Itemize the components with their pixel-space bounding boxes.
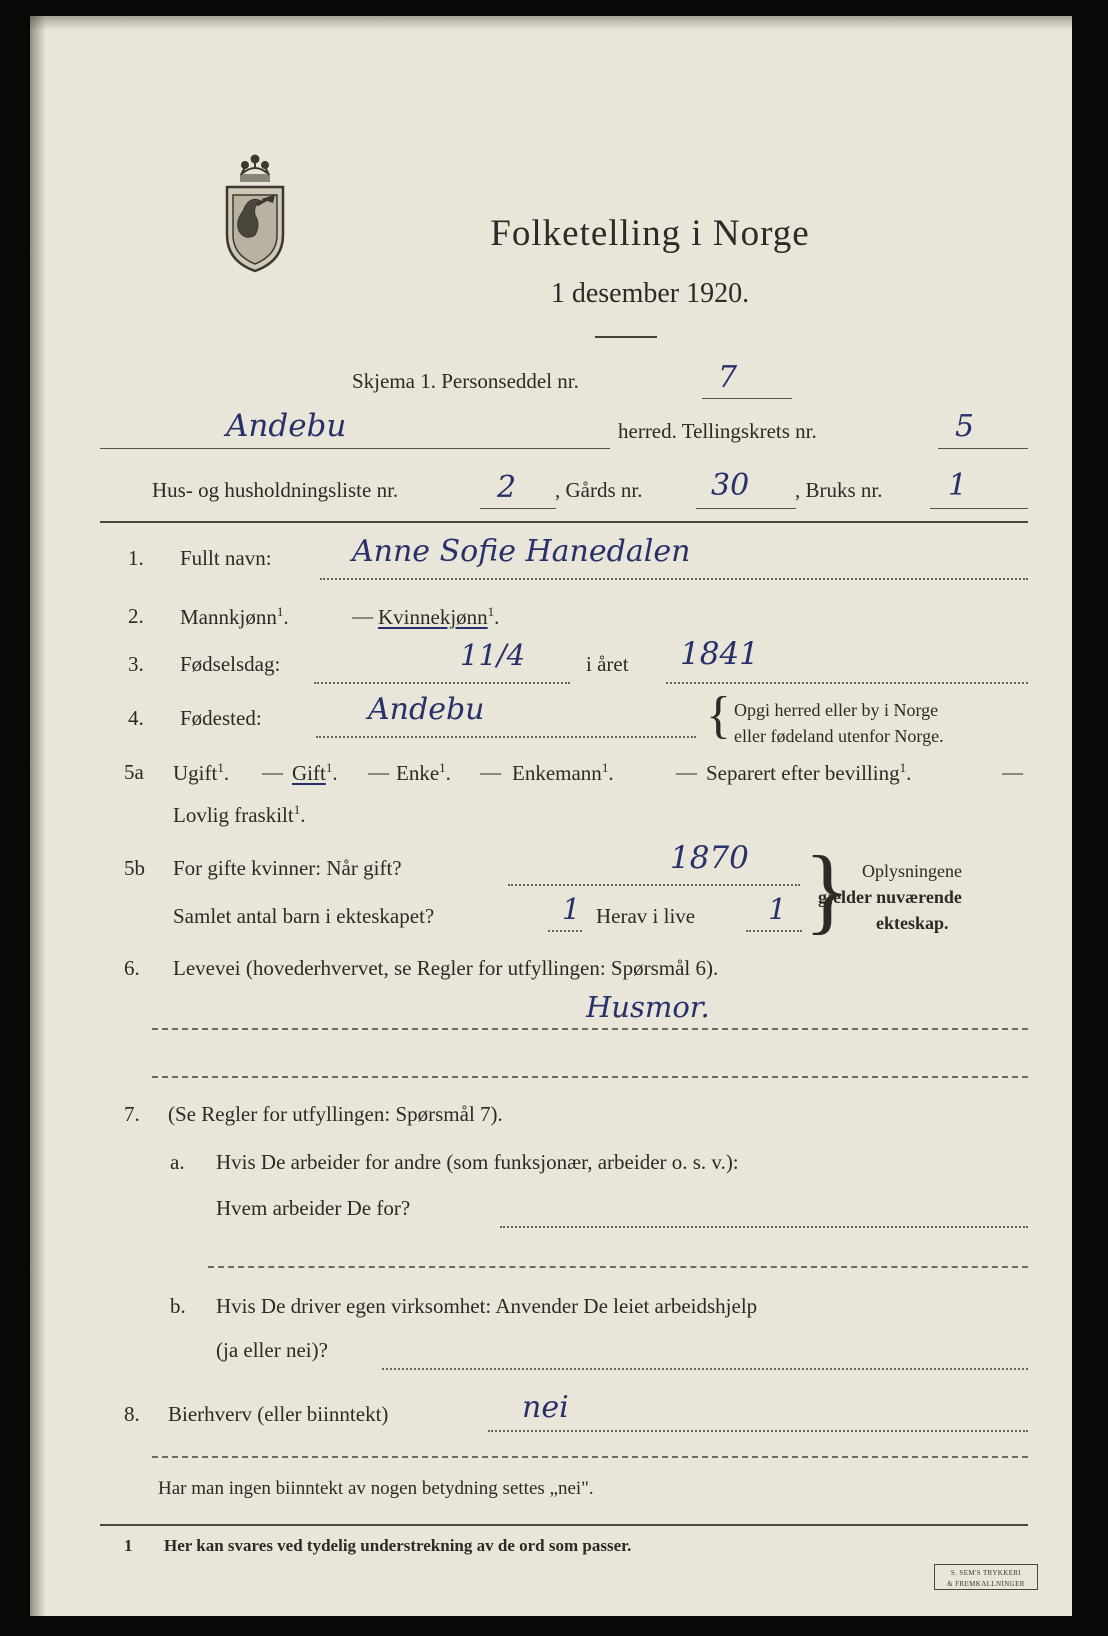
q5a-option-enke[interactable]: Enke$^1$. bbox=[396, 760, 451, 785]
q3-day-value: 11/4 bbox=[460, 638, 526, 672]
q5a-enke-label: Enke bbox=[396, 761, 440, 785]
q4-note-brace: { bbox=[706, 687, 731, 744]
q5a-option-separert[interactable]: Separert efter bevilling$^1$. bbox=[706, 760, 912, 785]
footer-note: Har man ingen biinntekt av nogen betydning settes „nei". bbox=[158, 1478, 594, 1499]
page-title: Folketelling i Norge bbox=[490, 213, 810, 254]
q4-label: Fødested: bbox=[180, 706, 262, 730]
q6-value: Husmor. bbox=[586, 990, 710, 1024]
q5a-ugift-label: Ugift bbox=[173, 761, 218, 785]
q3-label: Fødselsdag: bbox=[180, 652, 281, 676]
q5b-children-value: 1 bbox=[562, 892, 581, 926]
q5a-gift-label: Gift bbox=[292, 761, 326, 785]
gaards-underline bbox=[696, 508, 796, 509]
q7b-line1: Hvis De driver egen virksomhet: Anvender De leiet arbeidshjelp bbox=[216, 1294, 758, 1318]
gaards-label: , Gårds nr. bbox=[555, 478, 643, 502]
q5a-dash-2: — bbox=[368, 760, 389, 784]
q8-value: nei bbox=[522, 1390, 569, 1425]
coat-of-arms-icon bbox=[213, 151, 297, 275]
q3-year-label: i året bbox=[586, 652, 629, 676]
q6-line-1 bbox=[152, 1028, 1028, 1030]
q5b-year-value: 1870 bbox=[670, 840, 749, 876]
q7-label: (Se Regler for utfyllingen: Spørsmål 7). bbox=[168, 1102, 503, 1126]
q7a-line-bottom bbox=[208, 1266, 1028, 1268]
herred-underline bbox=[100, 448, 610, 449]
page-subtitle: 1 desember 1920. bbox=[550, 278, 750, 309]
q5a-number: 5a bbox=[124, 760, 144, 784]
q6-number: 6. bbox=[124, 956, 140, 980]
q7a-line2: Hvem arbeider De for? bbox=[216, 1196, 411, 1220]
q8-number: 8. bbox=[124, 1402, 140, 1426]
q7a-letter: a. bbox=[170, 1150, 185, 1174]
q1-dotted-line bbox=[320, 578, 1028, 580]
q5a-option-fraskilt[interactable]: Lovlig fraskilt$^1$. bbox=[173, 802, 306, 827]
q5a-enkemann-label: Enkemann bbox=[512, 761, 602, 785]
footnote-text: Her kan svares ved tydelig understrekning av de ord som passer. bbox=[164, 1536, 632, 1555]
q5b-children-dotline bbox=[548, 930, 582, 932]
q7a-line1: Hvis De arbeider for andre (som funksjonær, arbeider o. s. v.): bbox=[216, 1150, 739, 1174]
herred-label: herred. Tellingskrets nr. bbox=[618, 419, 817, 443]
q6-line-2 bbox=[152, 1076, 1028, 1078]
q7b-line2: (ja eller nei)? bbox=[216, 1338, 328, 1362]
q5b-dotted-line bbox=[508, 884, 800, 886]
q2-option-male: Mannkjønn$^1$. bbox=[180, 604, 289, 629]
q2-number: 2. bbox=[128, 604, 144, 628]
hus-value: 2 bbox=[497, 470, 517, 505]
q3-dotted-line-b bbox=[666, 682, 1028, 684]
q3-dotted-line-a bbox=[314, 682, 570, 684]
q1-number: 1. bbox=[128, 546, 144, 570]
q4-value: Andebu bbox=[368, 692, 485, 727]
q4-note-line2: eller fødeland utenfor Norge. bbox=[734, 726, 944, 746]
q5a-dash-3: — bbox=[480, 760, 501, 784]
q4-dotted-line bbox=[316, 736, 696, 738]
q5a-dash-4: — bbox=[676, 760, 697, 784]
bruks-label: , Bruks nr. bbox=[795, 478, 883, 502]
q5b-number: 5b bbox=[124, 856, 145, 880]
footer-divider-2 bbox=[100, 1524, 1028, 1526]
q5a-dash-1: — bbox=[262, 760, 283, 784]
q3-year-value: 1841 bbox=[680, 636, 759, 672]
q6-label: Levevei (hovederhvervet, se Regler for utfyllingen: Spørsmål 6). bbox=[173, 956, 719, 980]
q2-female-label[interactable]: Kvinnekjønn bbox=[378, 605, 488, 629]
census-form-page bbox=[30, 16, 1072, 1616]
q5b-alive-value: 1 bbox=[768, 892, 787, 926]
q5a-option-ugift[interactable]: Ugift$^1$. bbox=[173, 760, 230, 785]
hus-label: Hus- og husholdningsliste nr. bbox=[152, 478, 399, 502]
q8-label: Bierhverv (eller biinntekt) bbox=[168, 1402, 389, 1426]
q5b-note-brace: } bbox=[804, 836, 851, 943]
q5b-note-line3: ekteskap. bbox=[876, 913, 949, 933]
q2-male-label[interactable]: Mannkjønn bbox=[180, 605, 277, 629]
page-edge-shadow-top bbox=[30, 16, 1072, 30]
q5b-label: For gifte kvinner: Når gift? bbox=[173, 856, 402, 880]
skjema-value: 7 bbox=[718, 360, 738, 395]
q8-dotted-line bbox=[488, 1430, 1028, 1432]
q5a-dash-5: — bbox=[1002, 760, 1023, 784]
q5b-note-line2: gjelder nuværende bbox=[818, 887, 962, 907]
header-section-divider bbox=[100, 521, 1028, 523]
q5b-children-label: Samlet antal barn i ekteskapet? bbox=[173, 904, 435, 928]
herred-value: Andebu bbox=[226, 408, 347, 444]
printer-stamp-line2: & FREMKALLNINGER bbox=[947, 1579, 1025, 1588]
q3-number: 3. bbox=[128, 652, 144, 676]
skjema-label: Skjema 1. Personseddel nr. bbox=[352, 369, 579, 393]
q1-label: Fullt navn: bbox=[180, 546, 272, 570]
q4-note-line1: Opgi herred eller by i Norge bbox=[734, 700, 939, 720]
q5b-alive-dotline bbox=[746, 930, 802, 932]
q2-option-female: Kvinnekjønn$^1$. bbox=[378, 604, 500, 629]
printer-stamp-line1: S. SEM'S TRYKKERI bbox=[950, 1569, 1022, 1577]
printer-stamp bbox=[934, 1564, 1038, 1590]
q5a-option-gift[interactable]: Gift$^1$. bbox=[292, 760, 338, 785]
q7b-letter: b. bbox=[170, 1294, 186, 1318]
q1-value: Anne Sofie Hanedalen bbox=[352, 534, 691, 569]
q7a-dotted-line bbox=[500, 1226, 1028, 1228]
q5a-fraskilt-label: Lovlig fraskilt bbox=[173, 803, 294, 827]
page-edge-shadow-left bbox=[30, 16, 46, 1616]
title-divider bbox=[595, 336, 657, 338]
footnote-marker: 1 bbox=[124, 1536, 133, 1555]
q4-number: 4. bbox=[128, 706, 144, 730]
q5b-note-line1: Oplysningene bbox=[862, 861, 962, 881]
skjema-underline bbox=[702, 398, 792, 399]
krets-underline bbox=[938, 448, 1028, 449]
q7-number: 7. bbox=[124, 1102, 140, 1126]
bruks-underline bbox=[930, 508, 1028, 509]
q2-dash: — bbox=[352, 604, 373, 628]
q5a-separert-label: Separert efter bevilling bbox=[706, 761, 900, 785]
hus-underline bbox=[480, 508, 556, 509]
q5b-alive-label: Herav i live bbox=[596, 904, 696, 928]
bruks-value: 1 bbox=[948, 468, 968, 503]
gaards-value: 30 bbox=[711, 468, 750, 503]
q5a-option-enkemann[interactable]: Enkemann$^1$. bbox=[512, 760, 614, 785]
krets-value: 5 bbox=[955, 409, 975, 444]
q7b-dotted-line bbox=[382, 1368, 1028, 1370]
footer-divider-1 bbox=[152, 1456, 1028, 1458]
